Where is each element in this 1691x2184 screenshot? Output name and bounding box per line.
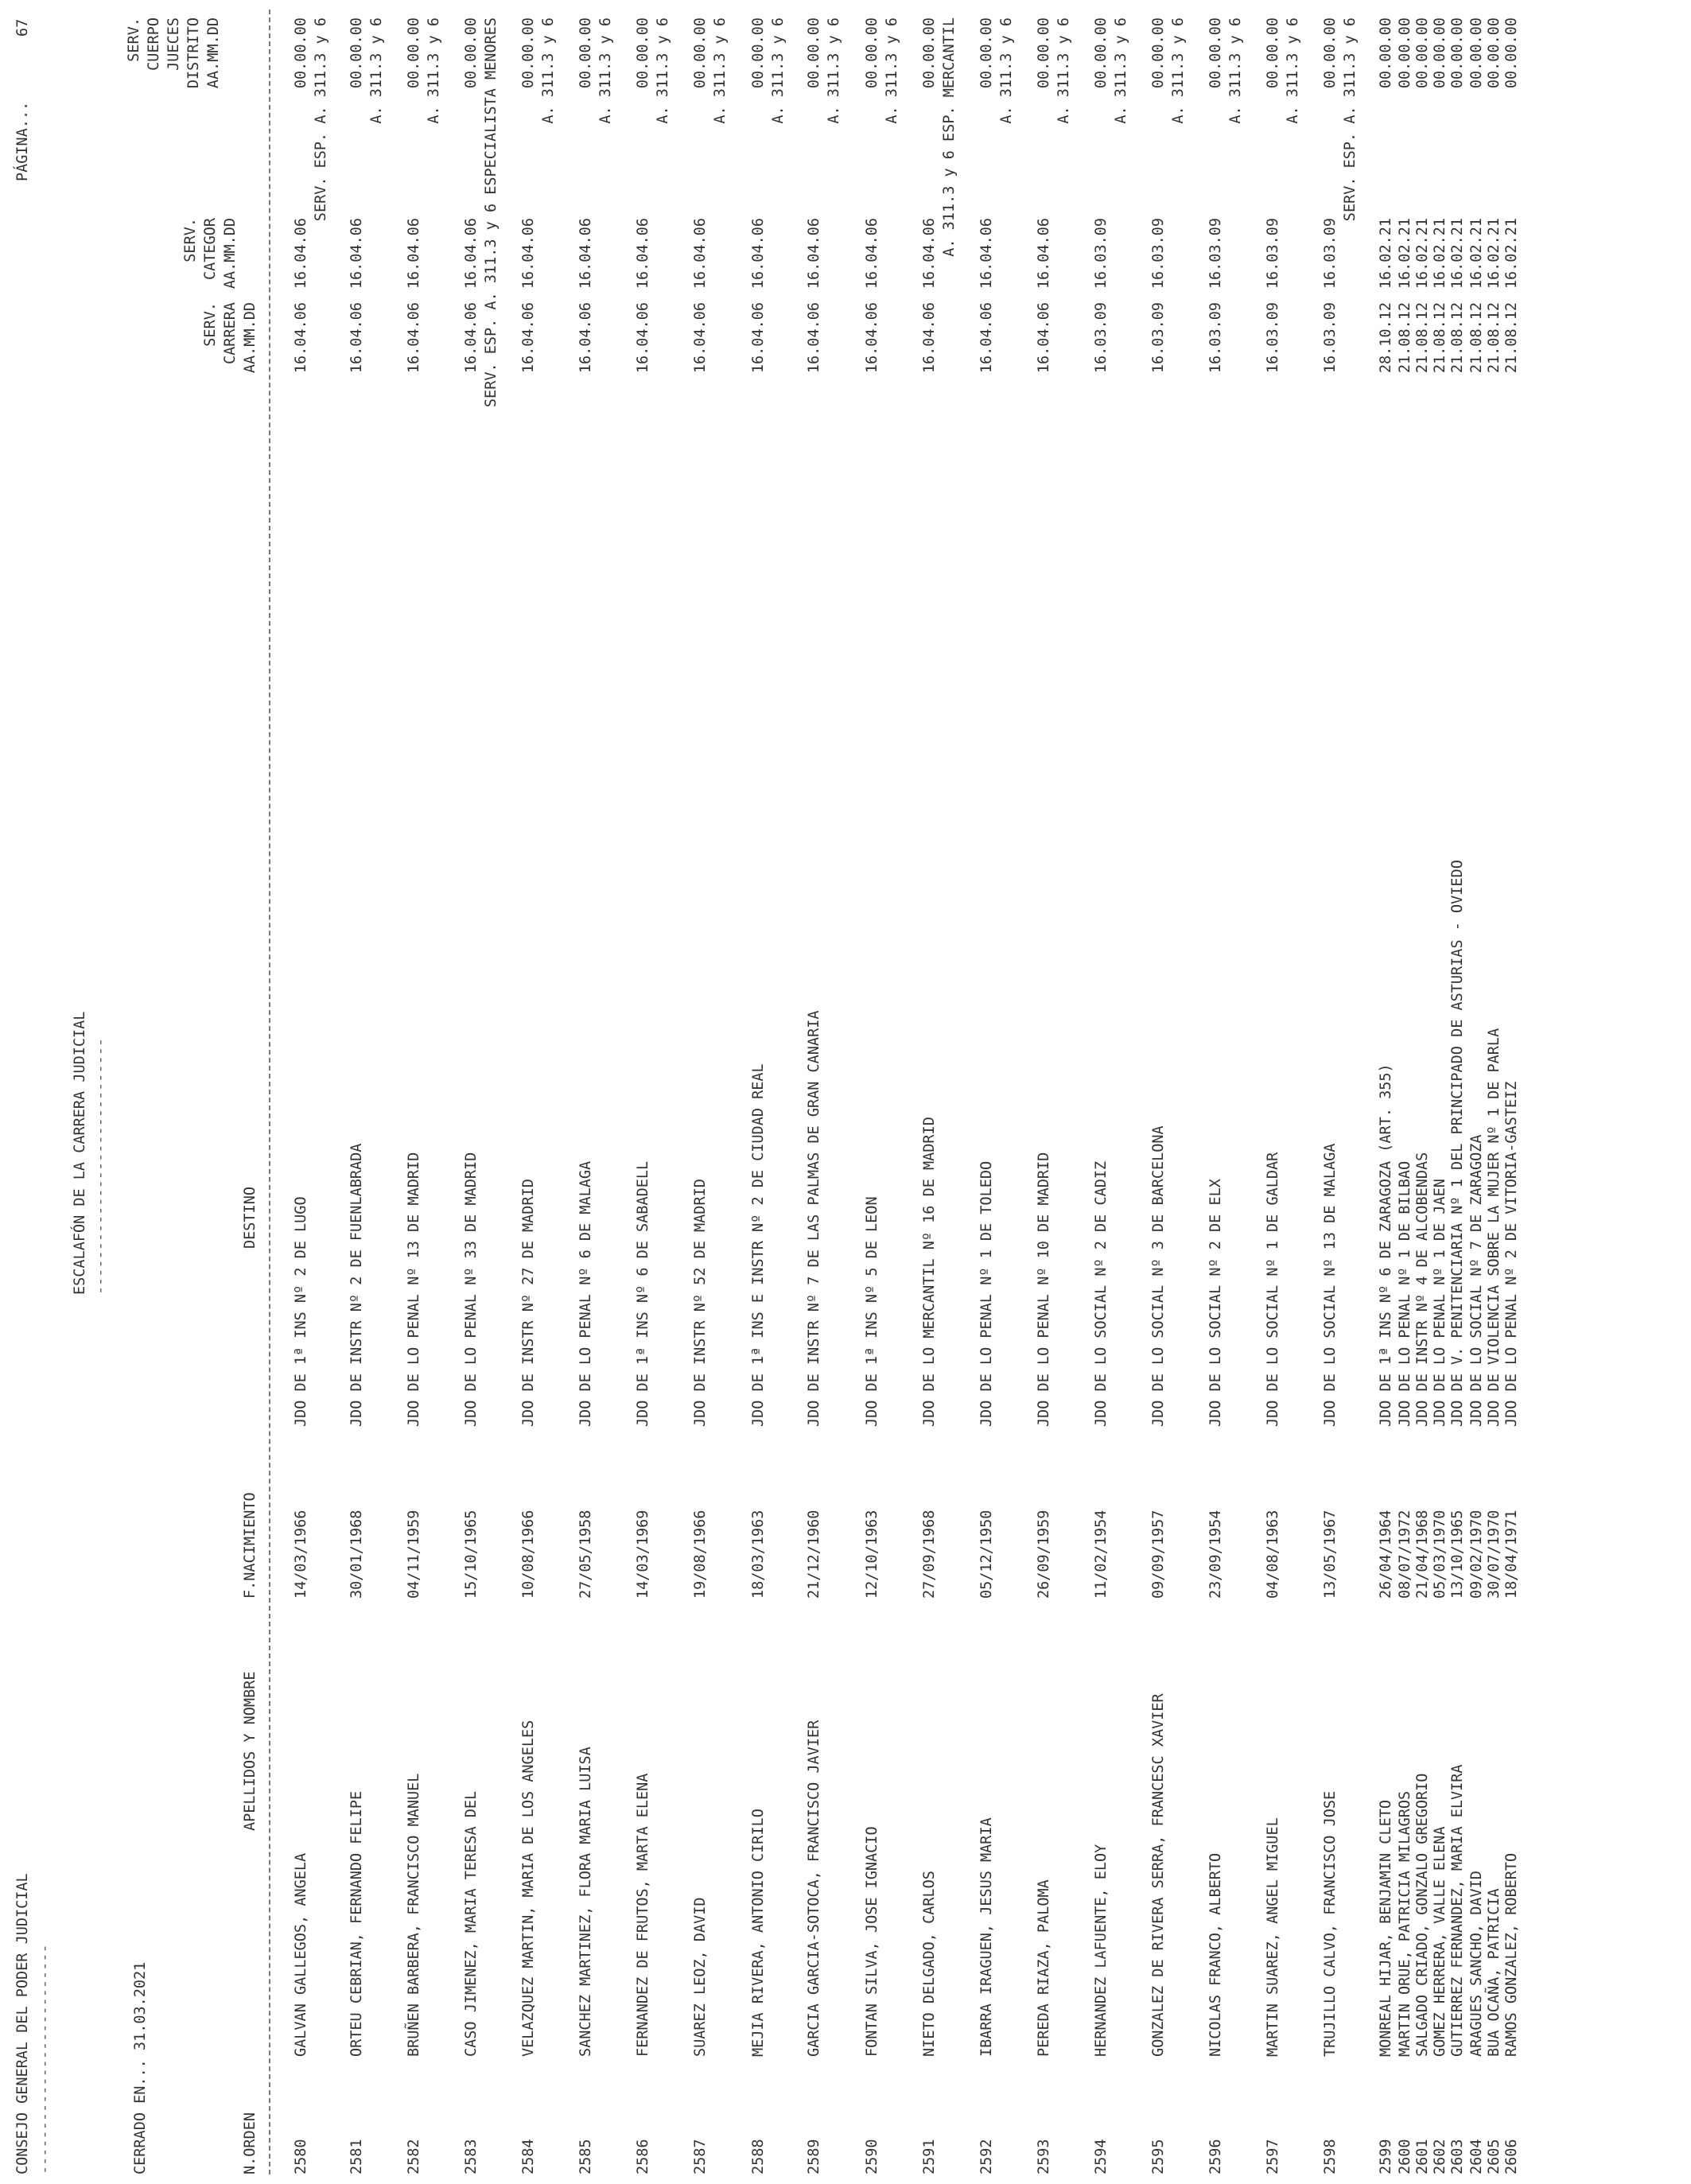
row-serv-distrito: 00.00.00 (1468, 17, 1485, 89)
row-destination: JDO DE LO SOCIAL Nº 2 DE ELX (1207, 1179, 1224, 1427)
row-birth: 27/05/1958 (577, 1510, 594, 1599)
row-note: A. 311.3 y 6 (540, 17, 557, 124)
row-number: 2592 (978, 2139, 995, 2174)
row-name: ORTEU CEBRIAN, FERNANDO FELIPE (348, 1790, 365, 2057)
row-serv-carrera: 16.04.06 (635, 302, 651, 374)
row-number: 2591 (921, 2139, 938, 2174)
row-note: SERV. ESP. A. 311.3 y 6 (313, 17, 329, 222)
row-name: NICOLAS FRANCO, ALBERTO (1207, 1852, 1224, 2057)
row-number: 2596 (1207, 2139, 1224, 2174)
row-name: IBARRA IRAGUEN, JESUS MARIA (978, 1817, 995, 2057)
row-destination: JDO DE 1ª INS Nº 2 DE LUGO (293, 1196, 309, 1427)
row-destination: JDO DE LO PENAL Nº 1 DE TOLEDO (978, 1160, 995, 1427)
row-serv-categor: 16.02.21 (1468, 218, 1485, 290)
row-serv-distrito: 00.00.00 (577, 17, 594, 89)
row-birth: 21/04/1968 (1414, 1510, 1431, 1599)
row-serv-categor: 16.02.21 (1486, 218, 1502, 290)
row-destination: JDO DE INSTR Nº 27 DE MADRID (520, 1179, 537, 1427)
row-number: 2604 (1468, 2139, 1485, 2174)
row-serv-distrito: 00.00.00 (1432, 17, 1448, 89)
row-serv-categor: 16.04.06 (978, 218, 995, 290)
page-number: 67 (14, 18, 31, 37)
row-number: 2584 (520, 2139, 537, 2174)
row-birth: 30/07/1970 (1486, 1510, 1502, 1599)
row-serv-carrera: 16.04.06 (1036, 302, 1052, 374)
row-serv-categor: 16.02.21 (1503, 218, 1520, 290)
row-destination: JDO DE LO PENAL Nº 6 DE MALAGA (577, 1160, 594, 1427)
title-underline: ----------------------------- (92, 1037, 109, 1295)
row-birth: 08/07/1972 (1397, 1510, 1413, 1599)
row-serv-distrito: 00.00.00 (1322, 17, 1339, 89)
row-number: 2586 (635, 2139, 651, 2174)
row-birth: 14/03/1966 (293, 1510, 309, 1599)
row-destination: JDO DE 1ª INS E INSTR Nº 2 DE CIUDAD REAL (750, 1063, 767, 1427)
row-destination: JDO DE V. PENITENCIARIA Nº 1 DEL PRINCIPADO DE ASTURIAS - OVIEDO (1449, 860, 1466, 1427)
row-birth: 15/10/1965 (463, 1510, 480, 1599)
row-note: A. 311.3 y 6 (1285, 17, 1301, 124)
row-birth: 05/12/1950 (978, 1510, 995, 1599)
row-note: A. 311.3 y 6 (712, 17, 729, 124)
org-underline: -------------------------- (37, 1944, 53, 2174)
row-birth: 04/11/1959 (406, 1510, 422, 1599)
row-number: 2594 (1093, 2139, 1110, 2174)
row-destination: JDO DE VIOLENCIA SOBRE LA MUJER Nº 1 DE PARLA (1486, 1028, 1502, 1427)
row-serv-categor: 16.02.21 (1397, 218, 1413, 290)
row-destination: JDO DE LO PENAL Nº 1 DE JAEN (1432, 1179, 1448, 1427)
row-note: A. 311.3 y 6 (1227, 17, 1244, 124)
row-number: 2595 (1150, 2139, 1167, 2174)
col-nacimiento: F.NACIMIENTO (242, 1492, 259, 1599)
row-name: TRUJILLO CALVO, FRANCISCO JOSE (1322, 1790, 1339, 2057)
row-serv-distrito: 00.00.00 (1414, 17, 1431, 89)
row-destination: JDO DE LO PENAL Nº 13 DE MADRID (406, 1152, 422, 1427)
header-divider (269, 10, 270, 2174)
row-number: 2602 (1432, 2139, 1448, 2174)
col-distrito-2: CUERPO (146, 17, 162, 71)
row-name: PEREDA RIAZA, PALOMA (1036, 1879, 1052, 2057)
col-categor-2: CATEGOR (202, 218, 219, 280)
row-serv-carrera: 16.04.06 (978, 302, 995, 374)
row-serv-categor: 16.02.21 (1449, 218, 1466, 290)
row-name: SALGADO CRIADO, GONZALO GREGORIO (1414, 1773, 1431, 2057)
row-serv-carrera: 16.03.09 (1093, 302, 1110, 374)
row-destination: JDO DE INSTR Nº 4 DE ALCOBENDAS (1414, 1152, 1431, 1427)
row-number: 2585 (577, 2139, 594, 2174)
row-note: A. 311.3 y 6 (998, 17, 1015, 124)
row-serv-carrera: 16.04.06 (921, 302, 938, 374)
row-serv-distrito: 00.00.00 (520, 17, 537, 89)
row-serv-carrera: 16.03.09 (1265, 302, 1281, 374)
row-number: 2605 (1486, 2139, 1502, 2174)
row-birth: 04/08/1963 (1265, 1510, 1281, 1599)
row-note: A. 311.3 y 6 (884, 17, 900, 124)
row-serv-carrera: 16.04.06 (463, 302, 480, 374)
col-distrito-3: JUECES (165, 17, 182, 71)
row-name: FONTAN SILVA, JOSE IGNACIO (864, 1826, 880, 2057)
row-serv-distrito: 00.00.00 (1036, 17, 1052, 89)
row-name: ARAGUES SANCHO, DAVID (1468, 1871, 1485, 2057)
row-serv-distrito: 00.00.00 (1207, 17, 1224, 89)
row-number: 2606 (1503, 2139, 1520, 2174)
row-destination: JDO DE LO PENAL Nº 2 DE VITORIA-GASTEIZ (1503, 1081, 1520, 1427)
row-number: 2600 (1397, 2139, 1413, 2174)
row-destination: JDO DE INSTR Nº 2 DE FUENLABRADA (348, 1143, 365, 1427)
col-destino: DESTINO (242, 1187, 259, 1249)
row-serv-categor: 16.04.06 (750, 218, 767, 290)
row-birth: 30/01/1968 (348, 1510, 365, 1599)
col-carrera-3: AA.MM.DD (242, 302, 259, 374)
row-serv-distrito: 00.00.00 (1093, 17, 1110, 89)
row-name: MARTIN SUAREZ, ANGEL MIGUEL (1265, 1817, 1281, 2057)
row-number: 2580 (293, 2139, 309, 2174)
row-serv-carrera: 16.04.06 (348, 302, 365, 374)
row-name: GOMEZ HERRERA, VALLE ELENA (1432, 1826, 1448, 2057)
row-birth: 10/08/1966 (520, 1510, 537, 1599)
row-name: SANCHEZ MARTINEZ, FLORA MARIA LUISA (577, 1747, 594, 2057)
row-name: VELAZQUEZ MARTIN, MARIA DE LOS ANGELES (520, 1720, 537, 2057)
row-serv-carrera: 16.04.06 (406, 302, 422, 374)
row-serv-distrito: 00.00.00 (1503, 17, 1520, 89)
row-serv-categor: 16.03.09 (1265, 218, 1281, 290)
col-carrera-2: CARRERA (222, 302, 239, 364)
row-destination: JDO DE LO SOCIAL Nº 2 DE CADIZ (1093, 1160, 1110, 1427)
row-destination: JDO DE LO PENAL Nº 1 DE BILBAO (1397, 1160, 1413, 1427)
row-serv-carrera: 21.08.12 (1414, 302, 1431, 374)
row-birth: 09/02/1970 (1468, 1510, 1485, 1599)
row-number: 2590 (864, 2139, 880, 2174)
row-note: A. 311.3 y 6 (368, 17, 385, 124)
row-name: MONREAL HIJAR, BENJAMIN CLETO (1378, 1799, 1394, 2057)
row-note: A. 311.3 y 6 (826, 17, 842, 124)
row-serv-carrera: 16.04.06 (577, 302, 594, 374)
row-serv-categor: 16.02.21 (1414, 218, 1431, 290)
row-name: GONZALEZ DE RIVERA SERRA, FRANCESC XAVIER (1150, 1693, 1167, 2057)
row-serv-carrera: 16.03.09 (1207, 302, 1224, 374)
row-number: 2587 (692, 2139, 709, 2174)
row-serv-carrera: 16.04.06 (864, 302, 880, 374)
row-serv-categor: 16.04.06 (577, 218, 594, 290)
row-serv-carrera: 16.04.06 (293, 302, 309, 374)
row-name: GARCIA GARCIA-SOTOCA, FRANCISCO JAVIER (806, 1720, 822, 2057)
row-serv-carrera: 16.04.06 (520, 302, 537, 374)
row-name: GALVAN GALLEGOS, ANGELA (293, 1852, 309, 2057)
row-note: A. 311.3 y 6 (426, 17, 442, 124)
row-serv-distrito: 00.00.00 (978, 17, 995, 89)
row-serv-carrera: 16.04.06 (750, 302, 767, 374)
row-serv-categor: 16.04.06 (806, 218, 822, 290)
row-number: 2603 (1449, 2139, 1466, 2174)
row-name: BRUÑEN BARBERA, FRANCISCO MANUEL (406, 1773, 422, 2057)
closed-date: CERRADO EN... 31.03.2021 (132, 1961, 149, 2174)
row-serv-categor: 16.03.09 (1207, 218, 1224, 290)
row-destination: JDO DE LO SOCIAL Nº 7 DE ZARAGOZA (1468, 1134, 1485, 1427)
row-serv-carrera: 21.08.12 (1503, 302, 1520, 374)
row-serv-distrito: 00.00.00 (406, 17, 422, 89)
row-name: GUTIERREZ FERNANDEZ, MARIA ELVIRA (1449, 1764, 1466, 2057)
row-number: 2588 (750, 2139, 767, 2174)
col-categor-3: AA.MM.DD (222, 218, 239, 290)
row-name: RAMOS GONZALEZ, ROBERTO (1503, 1852, 1520, 2057)
row-name: FERNANDEZ DE FRUTOS, MARTA ELENA (635, 1773, 651, 2057)
row-name: BUA OCAÑA, PATRICIA (1486, 1888, 1502, 2057)
row-note: A. 311.3 y 6 (597, 17, 614, 124)
row-destination: JDO DE 1ª INS Nº 5 DE LEON (864, 1196, 880, 1427)
row-serv-distrito: 00.00.00 (463, 17, 480, 89)
row-serv-categor: 16.02.21 (1432, 218, 1448, 290)
row-serv-categor: 16.04.06 (463, 218, 480, 290)
row-serv-categor: 16.04.06 (692, 218, 709, 290)
row-name: SUAREZ LEOZ, DAVID (692, 1897, 709, 2057)
row-note: A. 311.3 y 6 (1055, 17, 1072, 124)
row-number: 2597 (1265, 2139, 1281, 2174)
row-serv-carrera: 21.08.12 (1397, 302, 1413, 374)
row-number: 2583 (463, 2139, 480, 2174)
row-birth: 12/10/1963 (864, 1510, 880, 1599)
col-distrito-5: AA.MM.DD (205, 17, 222, 89)
row-serv-carrera: 16.04.06 (806, 302, 822, 374)
row-birth: 18/03/1963 (750, 1510, 767, 1599)
row-serv-categor: 16.02.21 (1378, 218, 1394, 290)
row-serv-categor: 16.04.06 (348, 218, 365, 290)
row-serv-categor: 16.04.06 (921, 218, 938, 290)
row-serv-categor: 16.04.06 (406, 218, 422, 290)
row-destination: JDO DE 1ª INS Nº 6 DE SABADELL (635, 1160, 651, 1427)
row-serv-categor: 16.03.09 (1322, 218, 1339, 290)
row-serv-carrera: 16.04.06 (692, 302, 709, 374)
row-serv-distrito: 00.00.00 (293, 17, 309, 89)
row-number: 2598 (1322, 2139, 1339, 2174)
row-birth: 18/04/1971 (1503, 1510, 1520, 1599)
row-name: HERNANDEZ LAFUENTE, ELOY (1093, 1844, 1110, 2057)
row-serv-distrito: 00.00.00 (692, 17, 709, 89)
row-birth: 05/03/1970 (1432, 1510, 1448, 1599)
row-serv-carrera: 16.03.09 (1322, 302, 1339, 374)
row-birth: 27/09/1968 (921, 1510, 938, 1599)
row-note: A. 311.3 y 6 (1170, 17, 1187, 124)
row-serv-distrito: 00.00.00 (750, 17, 767, 89)
row-destination: JDO DE LO MERCANTIL Nº 16 DE MADRID (921, 1117, 938, 1427)
row-birth: 14/03/1969 (635, 1510, 651, 1599)
col-norden: N.ORDEN (242, 2112, 259, 2174)
row-note: A. 311.3 y 6 ESP. MERCANTIL (941, 17, 958, 257)
row-number: 2581 (348, 2139, 365, 2174)
row-destination: JDO DE LO PENAL Nº 33 DE MADRID (463, 1152, 480, 1427)
row-birth: 19/08/1966 (692, 1510, 709, 1599)
row-birth: 26/04/1964 (1378, 1510, 1394, 1599)
row-destination: JDO DE INSTR Nº 52 DE MADRID (692, 1179, 709, 1427)
row-birth: 26/09/1959 (1036, 1510, 1052, 1599)
row-destination: JDO DE LO PENAL Nº 10 DE MADRID (1036, 1152, 1052, 1427)
col-nombre: APELLIDOS Y NOMBRE (242, 1671, 259, 1831)
row-serv-distrito: 00.00.00 (1449, 17, 1466, 89)
row-note: A. 311.3 y 6 (1113, 17, 1129, 124)
row-serv-distrito: 00.00.00 (348, 17, 365, 89)
page-label: PÁGINA... (14, 101, 31, 181)
row-birth: 21/12/1960 (806, 1510, 822, 1599)
row-name: NIETO DELGADO, CARLOS (921, 1871, 938, 2057)
row-birth: 13/05/1967 (1322, 1510, 1339, 1599)
row-note: A. 311.3 y 6 (770, 17, 787, 124)
row-serv-distrito: 00.00.00 (1378, 17, 1394, 89)
row-serv-carrera: 21.08.12 (1432, 302, 1448, 374)
row-name: MARTIN ORUE, PATRICIA MILAGROS (1397, 1790, 1413, 2057)
row-serv-carrera: 28.10.12 (1378, 302, 1394, 374)
row-destination: JDO DE LO SOCIAL Nº 13 DE MALAGA (1322, 1143, 1339, 1427)
row-serv-distrito: 00.00.00 (806, 17, 822, 89)
row-note: SERV. ESP. A. 311.3 y 6 ESPECIALISTA MENORES (483, 17, 500, 408)
col-distrito-4: DISTRITO (185, 17, 202, 89)
org-name: CONSEJO GENERAL DEL PODER JUDICIAL (14, 1873, 31, 2174)
row-serv-categor: 16.04.06 (864, 218, 880, 290)
row-serv-distrito: 00.00.00 (635, 17, 651, 89)
row-note: A. 311.3 y 6 (655, 17, 671, 124)
row-serv-categor: 16.03.09 (1150, 218, 1167, 290)
row-birth: 11/02/1954 (1093, 1510, 1110, 1599)
col-carrera-1: SERV. (202, 302, 219, 347)
row-serv-carrera: 21.08.12 (1468, 302, 1485, 374)
row-serv-carrera: 21.08.12 (1449, 302, 1466, 374)
row-serv-categor: 16.04.06 (293, 218, 309, 290)
row-serv-carrera: 21.08.12 (1486, 302, 1502, 374)
row-serv-distrito: 00.00.00 (1150, 17, 1167, 89)
row-serv-categor: 16.04.06 (1036, 218, 1052, 290)
row-destination: JDO DE LO SOCIAL Nº 1 DE GALDAR (1265, 1152, 1281, 1427)
row-serv-distrito: 00.00.00 (1486, 17, 1502, 89)
row-serv-carrera: 16.03.09 (1150, 302, 1167, 374)
row-destination: JDO DE LO SOCIAL Nº 3 DE BARCELONA (1150, 1125, 1167, 1427)
row-serv-distrito: 00.00.00 (921, 17, 938, 89)
row-serv-categor: 16.04.06 (635, 218, 651, 290)
row-destination: JDO DE INSTR Nº 7 DE LAS PALMAS DE GRAN CANARIA (806, 1010, 822, 1427)
row-number: 2601 (1414, 2139, 1431, 2174)
row-name: MEJIA RIVERA, ANTONIO CIRILO (750, 1809, 767, 2057)
row-destination: JDO DE 1ª INS Nº 6 DE ZARAGOZA (ART. 355) (1378, 1063, 1394, 1427)
row-number: 2593 (1036, 2139, 1052, 2174)
row-serv-distrito: 00.00.00 (1397, 17, 1413, 89)
row-birth: 13/10/1965 (1449, 1510, 1466, 1599)
row-birth: 09/09/1957 (1150, 1510, 1167, 1599)
row-note: SERV. ESP. A. 311.3 y 6 (1342, 17, 1359, 222)
row-serv-distrito: 00.00.00 (864, 17, 880, 89)
row-number: 2589 (806, 2139, 822, 2174)
col-categor-1: SERV. (182, 218, 199, 262)
row-number: 2582 (406, 2139, 422, 2174)
report-title: ESCALAFÓN DE LA CARRERA JUDICIAL (72, 1011, 88, 1295)
row-serv-categor: 16.04.06 (520, 218, 537, 290)
row-serv-categor: 16.03.09 (1093, 218, 1110, 290)
row-birth: 23/09/1954 (1207, 1510, 1224, 1599)
row-name: CASO JIMENEZ, MARIA TERESA DEL (463, 1790, 480, 2057)
row-serv-distrito: 00.00.00 (1265, 17, 1281, 89)
col-distrito-1: SERV. (126, 17, 142, 62)
row-number: 2599 (1378, 2139, 1394, 2174)
